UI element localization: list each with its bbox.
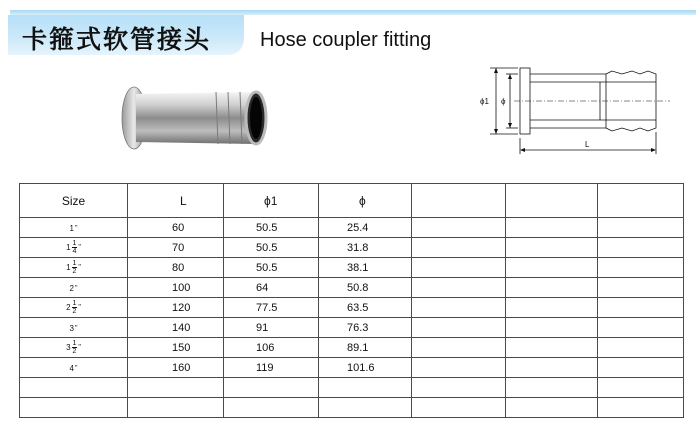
cell-L: 70 [128,238,224,258]
cell-empty [412,338,506,358]
cell-empty [412,398,506,418]
cell-empty [412,378,506,398]
size-whole: 2 [66,303,71,312]
cell-phi1: 91 [224,318,319,338]
inch-mark: " [78,244,81,251]
cell-empty [598,338,684,358]
cell-size [20,218,128,238]
cell-empty [319,398,412,418]
cell-L: 160 [128,358,224,378]
size-numerator: 1 [72,300,77,307]
cell-empty [412,318,506,338]
product-photo [116,78,276,158]
inch-mark: " [74,324,78,332]
title-chinese: 卡箍式软管接头 [22,25,212,54]
cell-empty [598,398,684,418]
cell-empty [20,378,128,398]
cell-empty [598,278,684,298]
cell-phi: 63.5 [319,298,412,318]
size-whole: 2 [69,283,74,293]
cell-L: 100 [128,278,224,298]
header-phi1: ϕ1 [224,184,319,218]
cell-size [20,278,128,298]
cell-phi: 31.8 [319,238,412,258]
inch-mark: " [78,344,81,351]
cell-empty [506,258,598,278]
cell-empty [506,398,598,418]
table-row [20,358,684,378]
cell-size [20,258,128,278]
size-whole: 3 [66,343,71,352]
cell-empty [506,338,598,358]
size-fraction [72,240,78,255]
header-phi: ϕ [319,184,412,218]
inch-mark: " [74,284,78,292]
cell-phi: 50.8 [319,278,412,298]
cell-phi: 38.1 [319,258,412,278]
size-fraction [72,340,78,355]
cell-phi1: 119 [224,358,319,378]
header-empty [506,184,598,218]
dim-L-label: L [585,140,590,149]
header-empty [598,184,684,218]
cell-empty [319,378,412,398]
size-numerator: 1 [72,260,77,267]
cell-empty [412,278,506,298]
cell-L: 150 [128,338,224,358]
size-whole: 1 [66,243,71,252]
size-numerator: 1 [72,340,77,347]
cell-empty [224,398,319,418]
size-denominator: 2 [72,268,77,275]
inch-mark: " [78,304,81,311]
table-row [20,218,684,238]
cell-empty [412,258,506,278]
cell-phi1: 50.5 [224,218,319,238]
table-row [20,338,684,358]
title-english: Hose coupler fitting [260,29,432,51]
header-size: Size [20,184,128,218]
cell-size [20,298,128,318]
cell-L: 120 [128,298,224,318]
size-denominator: 4 [72,248,77,255]
size-numerator: 1 [72,240,77,247]
size-whole: 1 [66,263,71,272]
size-fraction [72,260,78,275]
table-row [20,298,684,318]
size-fraction [72,300,78,315]
size-whole: 3 [69,323,74,333]
cell-empty [506,218,598,238]
cell-phi1: 50.5 [224,258,319,278]
cell-empty [506,358,598,378]
cell-phi1: 64 [224,278,319,298]
technical-drawing [470,60,692,166]
header-L: L [128,184,224,218]
inch-mark: " [78,264,81,271]
cell-empty [506,378,598,398]
cell-empty [598,378,684,398]
cell-L: 140 [128,318,224,338]
size-whole: 1 [69,223,74,233]
cell-size [20,318,128,338]
inch-mark: " [74,224,78,232]
table-row-empty [20,378,684,398]
cell-empty [598,238,684,258]
cell-size [20,238,128,258]
cell-phi1: 106 [224,338,319,358]
cell-L: 80 [128,258,224,278]
cell-phi: 89.1 [319,338,412,358]
cell-empty [412,358,506,378]
cell-empty [598,298,684,318]
cell-phi: 101.6 [319,358,412,378]
cell-empty [224,378,319,398]
cell-size [20,358,128,378]
cell-empty [506,238,598,258]
cell-empty [598,218,684,238]
size-whole: 4 [69,363,74,373]
table-header-row [20,184,684,218]
size-denominator: 2 [72,308,77,315]
cell-empty [506,318,598,338]
cell-phi1: 50.5 [224,238,319,258]
cell-empty [412,298,506,318]
cell-L: 60 [128,218,224,238]
table-row [20,258,684,278]
spec-table [19,183,684,418]
cell-phi: 25.4 [319,218,412,238]
cell-phi: 76.3 [319,318,412,338]
cell-empty [598,258,684,278]
cell-empty [598,358,684,378]
table-row [20,318,684,338]
cell-empty [506,298,598,318]
table-row [20,238,684,258]
cell-empty [128,378,224,398]
cell-empty [20,398,128,418]
cell-empty [412,238,506,258]
header-empty [412,184,506,218]
dim-phi-label: ϕ [501,97,506,106]
cell-empty [506,278,598,298]
cell-empty [128,398,224,418]
cell-empty [412,218,506,238]
table-row-empty [20,398,684,418]
table-row [20,278,684,298]
dim-phi1-label: ϕ1 [480,97,489,106]
cell-empty [598,318,684,338]
inch-mark: " [74,364,78,372]
cell-phi1: 77.5 [224,298,319,318]
size-denominator: 2 [72,348,77,355]
cell-size [20,338,128,358]
